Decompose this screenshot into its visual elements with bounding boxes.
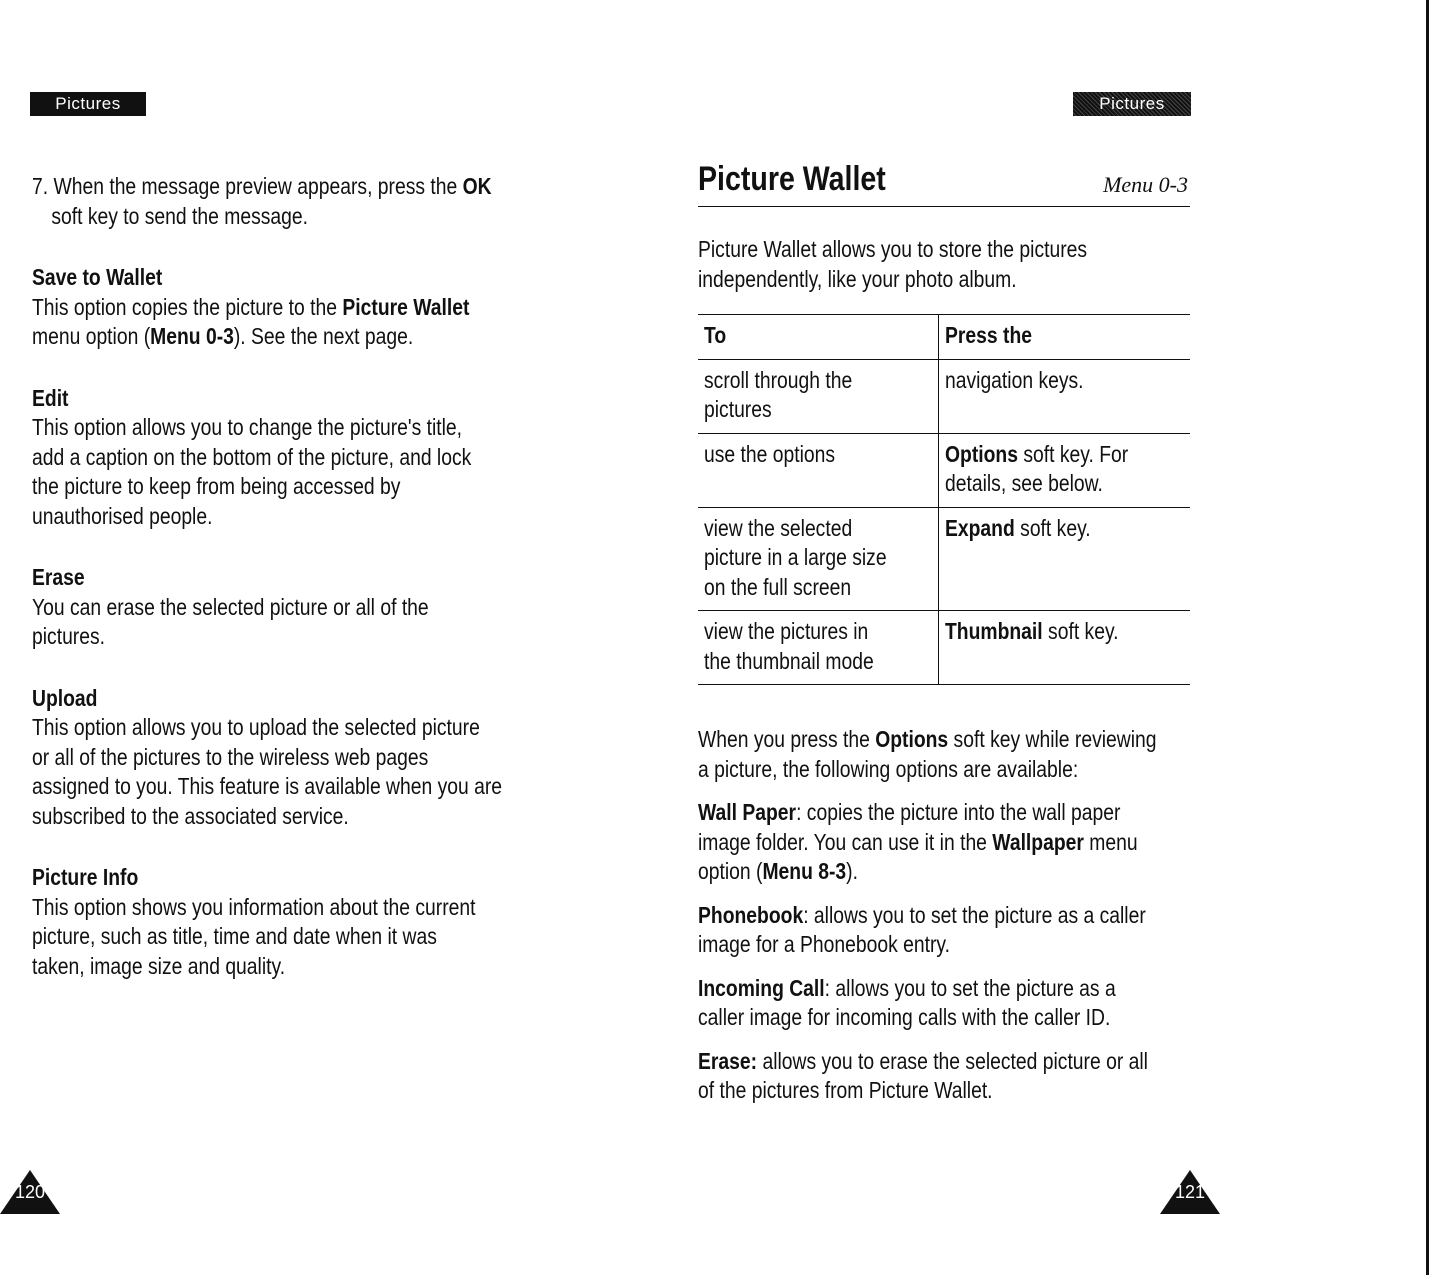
erase-line: You can erase the selected picture or all of the — [32, 593, 429, 620]
page-number-right: 121 — [1160, 1170, 1220, 1214]
table-cell-press: Thumbnail soft key. — [939, 611, 1191, 685]
picture-info-line: taken, image size and quality. — [32, 952, 286, 979]
options-intro: When you press the Options soft key while reviewing a picture, the following options are available: — [698, 726, 1157, 782]
option-wall-paper: Wall Paper: copies the picture into the wall paper image folder. You can use it in the Wallpaper menu option (Menu 8-3). — [698, 799, 1138, 884]
upload-line: subscribed to the associated service. — [32, 802, 349, 829]
ok-key: OK — [462, 173, 492, 199]
table-cell-to: scroll through the pictures — [698, 359, 939, 433]
table-row — [698, 507, 1190, 611]
option-phonebook: Phonebook: allows you to set the picture as a caller image for a Phonebook entry. — [698, 901, 1146, 957]
upload-line: This option allows you to upload the selected picture — [32, 714, 480, 740]
erase-heading: Erase — [32, 564, 85, 590]
step-7-text: When the message preview appears, press the — [53, 173, 463, 199]
column-header-to: To — [698, 315, 939, 360]
save-to-wallet-line2: menu option (Menu 0-3). See the next page. — [32, 323, 414, 349]
table-cell-to: view the pictures in the thumbnail mode — [698, 611, 939, 685]
column-header-press: Press the — [939, 315, 1191, 360]
picture-info-line: This option shows you information about the current — [32, 893, 476, 920]
edit-line: unauthorised people. — [32, 502, 213, 529]
edit-line: the picture to keep from being accessed by — [32, 473, 401, 499]
option-incoming-call: Incoming Call: allows you to set the picture as a caller image for incoming calls with the caller ID. — [698, 974, 1116, 1030]
upload-line: or all of the pictures to the wireless web pages — [32, 743, 429, 770]
table-cell-to: use the options — [698, 433, 939, 507]
table-cell-press: Expand soft key. — [939, 507, 1191, 611]
table-cell-press: Options soft key. For details, see below. — [939, 433, 1191, 507]
page-number-left: 120 — [0, 1170, 60, 1214]
picture-info-line: picture, such as title, time and date when it was — [32, 923, 437, 949]
edit-line: add a caption on the bottom of the picture, and lock — [32, 443, 472, 470]
intro-line: Picture Wallet allows you to store the pictures — [698, 236, 1088, 262]
left-page-content — [32, 172, 652, 981]
upload-heading: Upload — [32, 684, 98, 711]
section-title-row — [698, 158, 1190, 207]
edit-heading: Edit — [32, 384, 69, 411]
save-to-wallet-line1: This option copies the picture to the Picture Wallet — [32, 293, 470, 320]
table-cell-press: navigation keys. — [939, 359, 1191, 433]
options-text-block — [698, 725, 1157, 1106]
left-text-block — [32, 172, 553, 981]
table-row — [698, 611, 1190, 685]
key-table — [698, 314, 1190, 685]
step-7-line2: soft key to send the message. — [51, 202, 308, 229]
table-cell-to: view the selected picture in a large size on the full screen — [698, 507, 939, 611]
intro-line: independently, like your photo album. — [698, 265, 1017, 292]
option-erase: Erase: allows you to erase the selected picture or all of the pictures from Picture Wallet. — [698, 1047, 1148, 1103]
table-row — [698, 433, 1190, 507]
table-row — [698, 359, 1190, 433]
page-edge-line — [1426, 0, 1429, 1275]
edit-line: This option allows you to change the picture's title, — [32, 414, 463, 440]
step-number: 7. — [32, 173, 49, 199]
page-title: Picture Wallet — [698, 160, 886, 198]
right-page-content — [698, 158, 1190, 1106]
menu-reference: Menu 0-3 — [1103, 172, 1188, 197]
step-7 — [32, 172, 553, 202]
section-tab-right: Pictures — [1073, 92, 1191, 116]
picture-info-heading: Picture Info — [32, 864, 139, 890]
save-to-wallet-heading: Save to Wallet — [32, 264, 163, 290]
erase-line: pictures. — [32, 623, 106, 649]
table-header-row — [698, 315, 1190, 360]
intro-text — [698, 235, 1111, 294]
upload-line: assigned to you. This feature is available when you are — [32, 773, 503, 799]
section-tab-left: Pictures — [30, 92, 146, 116]
